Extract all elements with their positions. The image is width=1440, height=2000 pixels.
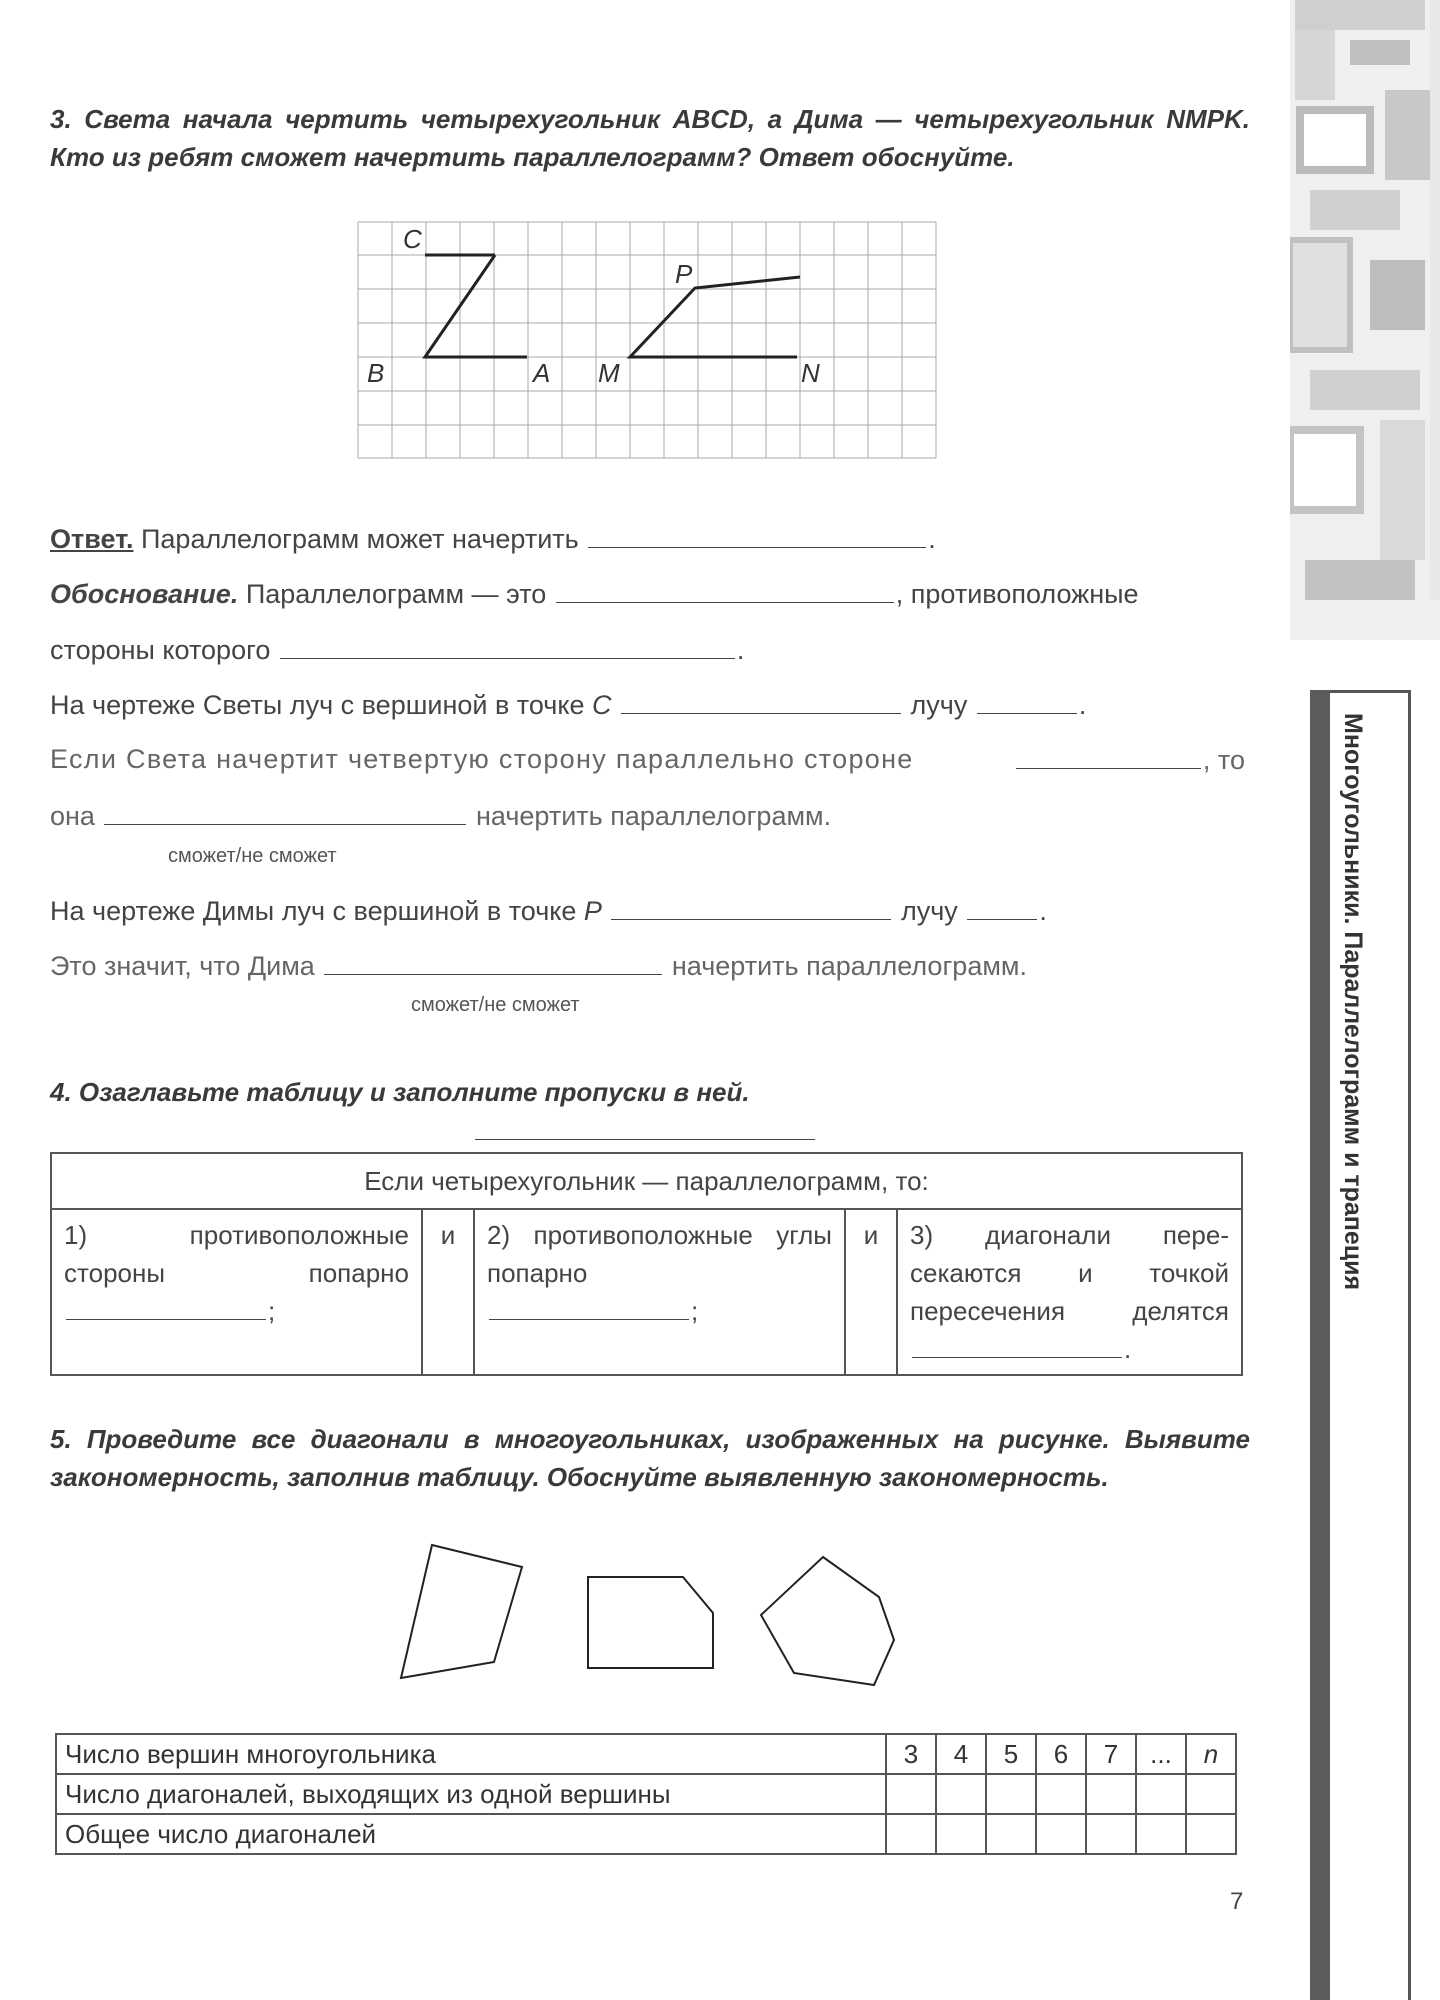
hint-2: сможет/не сможет bbox=[411, 994, 580, 1016]
period: . bbox=[1078, 690, 1087, 720]
label-C: C bbox=[403, 224, 422, 254]
table-cell: 6 bbox=[1036, 1734, 1086, 1774]
means-dima-blank[interactable] bbox=[324, 950, 662, 975]
table-cell[interactable] bbox=[1186, 1814, 1236, 1854]
polygons-figure bbox=[390, 1535, 910, 1695]
hint-1: сможет/не сможет bbox=[168, 845, 337, 867]
table-cell[interactable] bbox=[986, 1774, 1036, 1814]
diagonals-table bbox=[55, 1733, 1237, 1855]
reason-text: Параллелограмм — это bbox=[245, 579, 547, 609]
if-sveta-blank[interactable] bbox=[1016, 744, 1201, 769]
task-3-text: 3. Света начала чертить четырехугольник ABCD, а Дима — четырехугольник NMPK. Кто из ребят сможет начертить параллелограмм? Ответ обоснуйте. bbox=[50, 104, 1250, 172]
sveta-ray-blank-2[interactable] bbox=[977, 689, 1077, 714]
table-cell: 5 bbox=[986, 1734, 1036, 1774]
table-cell: 7 bbox=[1086, 1734, 1136, 1774]
she-line bbox=[50, 800, 831, 832]
dima-point: P bbox=[583, 896, 602, 926]
table-cell[interactable] bbox=[1136, 1774, 1186, 1814]
if-sveta-text: Если Света начертит четвертую сторону параллельно стороне bbox=[50, 744, 914, 774]
properties-table bbox=[50, 1152, 1243, 1376]
answer-line bbox=[50, 523, 936, 555]
answer-text: Параллелограмм может начертить bbox=[141, 524, 579, 554]
table-cell[interactable] bbox=[886, 1814, 936, 1854]
table-row bbox=[56, 1814, 1236, 1854]
draw-parallelogram-text: начертить параллелограмм. bbox=[475, 801, 832, 831]
page-number: 7 bbox=[1230, 1888, 1244, 1915]
table-cell[interactable] bbox=[1136, 1814, 1186, 1854]
period: . bbox=[928, 524, 936, 554]
table-cell[interactable] bbox=[886, 1774, 936, 1814]
table-cell[interactable] bbox=[986, 1814, 1036, 1854]
hexagon-shape bbox=[761, 1557, 894, 1685]
sidebar-title: Многоугольники. Параллелограмм и трапеция bbox=[1339, 713, 1367, 1291]
sveta-ray-text: На чертеже Светы луч с вершиной в точке bbox=[50, 690, 585, 720]
reason-blank-2[interactable] bbox=[280, 634, 735, 659]
property-2-text: 2) противоположные углы попарно bbox=[487, 1220, 832, 1288]
sidebar-band bbox=[1310, 690, 1330, 2000]
table-cell[interactable] bbox=[936, 1774, 986, 1814]
task-3-figure bbox=[355, 220, 940, 460]
dima-ray-text: На чертеже Димы луч с вершиной в точке bbox=[50, 896, 577, 926]
property-3-blank[interactable] bbox=[912, 1333, 1122, 1358]
period: . bbox=[1124, 1334, 1132, 1364]
property-cell-1 bbox=[51, 1209, 422, 1375]
answer-blank[interactable] bbox=[588, 523, 926, 548]
dima-ray-blank[interactable] bbox=[611, 895, 891, 920]
table-cell: n bbox=[1186, 1734, 1236, 1774]
she-word: она bbox=[50, 801, 95, 831]
property-2-blank[interactable] bbox=[489, 1295, 689, 1320]
reason-label: Обоснование. bbox=[50, 579, 239, 609]
ray-word: лучу bbox=[910, 690, 968, 720]
table-row bbox=[56, 1774, 1236, 1814]
row-label: Число вершин многоугольника bbox=[56, 1734, 886, 1774]
property-cell-2 bbox=[474, 1209, 845, 1375]
sidebar-title-panel bbox=[1330, 690, 1408, 1393]
pentagon-shape bbox=[588, 1577, 713, 1668]
period: . bbox=[736, 635, 745, 665]
sveta-point: C bbox=[592, 690, 612, 720]
she-blank[interactable] bbox=[104, 800, 466, 825]
dima-ray-line bbox=[50, 895, 1047, 927]
property-1-text: 1) противоположные стороны попарно bbox=[64, 1220, 409, 1288]
task-5-text: 5. Проведите все диагонали в многоугольниках, изображенных на рисунке. Выявите закономерность, заполнив таблицу. Обоснуйте выявленную закономерность. bbox=[50, 1424, 1250, 1492]
label-M: M bbox=[598, 358, 620, 388]
table-cell: 4 bbox=[936, 1734, 986, 1774]
sidebar-edge bbox=[1408, 690, 1411, 2000]
reason-line2-text: стороны которого bbox=[50, 635, 271, 665]
reason-line-2 bbox=[50, 634, 744, 666]
dima-ray-blank-2[interactable] bbox=[967, 895, 1037, 920]
table-row bbox=[56, 1734, 1236, 1774]
label-P: P bbox=[675, 259, 693, 289]
reason-blank[interactable] bbox=[556, 578, 894, 603]
if-sveta-line bbox=[50, 744, 1245, 776]
property-1-blank[interactable] bbox=[66, 1295, 266, 1320]
then-word: , то bbox=[1202, 745, 1245, 775]
sveta-ray-line bbox=[50, 689, 1086, 721]
table-cell[interactable] bbox=[1086, 1774, 1136, 1814]
and-1: и bbox=[422, 1209, 474, 1375]
label-B: B bbox=[367, 358, 385, 388]
table-title-blank[interactable] bbox=[475, 1139, 815, 1140]
sveta-ray-blank[interactable] bbox=[621, 689, 901, 714]
property-cell-3 bbox=[897, 1209, 1242, 1375]
table-cell[interactable] bbox=[1036, 1774, 1086, 1814]
label-A: A bbox=[533, 358, 551, 388]
properties-table-header: Если четырехугольник — параллелограмм, то: bbox=[51, 1153, 1242, 1209]
row-label: Общее число диагоналей bbox=[56, 1814, 886, 1854]
row-label: Число диагоналей, выходящих из одной вершины bbox=[56, 1774, 886, 1814]
means-dima-text: Это значит, что Дима bbox=[50, 951, 315, 981]
task-4-text: 4. Озаглавьте таблицу и заполните пропуски в ней. bbox=[50, 1077, 750, 1107]
means-dima-line bbox=[50, 950, 1027, 982]
and-2: и bbox=[845, 1209, 897, 1375]
period: . bbox=[1039, 896, 1047, 926]
table-cell[interactable] bbox=[1086, 1814, 1136, 1854]
draw-parallelogram-text: начертить параллелограмм. bbox=[671, 951, 1027, 981]
table-cell: ... bbox=[1136, 1734, 1186, 1774]
label-N: N bbox=[801, 358, 820, 388]
reason-tail: , противоположные bbox=[895, 579, 1139, 609]
table-cell: 3 bbox=[886, 1734, 936, 1774]
answer-label: Ответ. bbox=[50, 524, 134, 554]
table-cell[interactable] bbox=[1186, 1774, 1236, 1814]
table-cell[interactable] bbox=[1036, 1814, 1086, 1854]
semicolon: ; bbox=[691, 1296, 699, 1326]
sveta-quadrilateral bbox=[425, 255, 527, 357]
table-cell[interactable] bbox=[936, 1814, 986, 1854]
decorative-pattern bbox=[1290, 0, 1440, 640]
quadrilateral-shape bbox=[401, 1545, 522, 1678]
ray-word: лучу bbox=[900, 896, 958, 926]
semicolon: ; bbox=[268, 1296, 276, 1326]
property-3-text: 3) диагонали пересекаются и точкой пересечения делятся bbox=[910, 1220, 1229, 1326]
reason-line bbox=[50, 578, 1139, 610]
